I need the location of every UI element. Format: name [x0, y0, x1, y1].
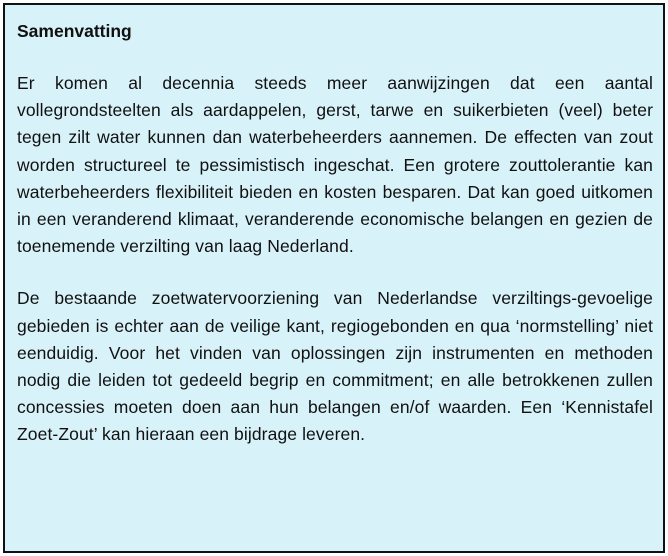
summary-box	[3, 3, 665, 553]
summary-paragraph-1: Er komen al decennia steeds meer aanwijzingen dat een aantal vollegrondsteelten als aardappelen, gerst, tarwe en suikerbieten (veel) beter tegen zilt water kunnen dan waterbeheerders aannemen. De effecten van zout worden structureel te pessimistisch ingeschat. Een grotere zouttolerantie kan waterbeheerders flexibiliteit bieden en kosten besparen. Dat kan goed uitkomen in een veranderend klimaat, veranderende economische belangen en gezien de toenemende verzilting van laag Nederland.	[17, 73, 653, 257]
summary-title: Samenvatting	[17, 21, 132, 41]
summary-paragraph-2: De bestaande zoetwatervoorziening van Nederlandse verziltings-gevoelige gebieden is echter aan de veilige kant, regiogebonden en qua ‘normstelling’ niet eenduidig. Voor het vinden van oplossingen zijn instrumenten en methoden nodig die leiden tot gedeeld begrip en commitment; en alle betrokkenen zullen concessies moeten doen aan hun belangen en/of waarden. Een ‘Kennistafel Zoet-Zout’ kan hieraan een bijdrage leveren.	[17, 288, 653, 445]
